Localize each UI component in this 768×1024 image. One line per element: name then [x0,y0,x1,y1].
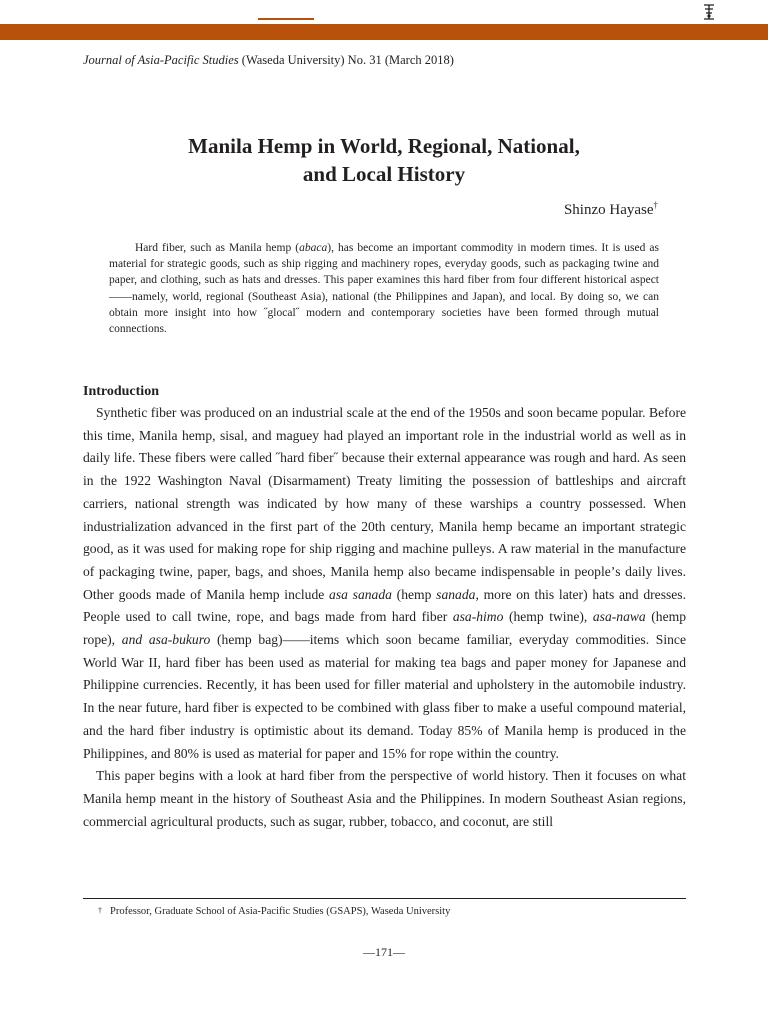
body-text: , more on this later) hats and dresses. People used to call twine, rope, and bags made from hard fiber [83,586,686,625]
header-bar [0,0,768,40]
author-footnote-mark: † [653,200,658,210]
title-line-2: and Local History [302,162,466,186]
body-italic-term: asa sanada [329,586,392,602]
body-italic-term: and asa-bukuro [121,632,211,648]
section-heading: Introduction [83,384,159,399]
body-text: (hemp [391,586,437,602]
body-paragraph-2: This paper begins with a look at hard fiber from the perspective of world history. Then it focuses on what Manila hemp meant in the history of Southeast Asia and the Philippines. In modern Southeast Asian regions, commercial agricultural products, such as sugar, rubber, tobacco, and coconut, are still [83,768,686,829]
publisher-mark-icon [700,2,718,22]
author-line [564,202,658,219]
body-italic-term: asa-nawa [592,609,646,625]
title-line-1: Manila Hemp in World, Regional, National, [188,134,580,158]
body-text: Synthetic fiber was produced on an industrial scale at the end of the 1950s and soon became popular. Before this time, Manila hemp, sisal, and maguey had played an important role in the industrial world as well as in daily life. These fibers were called ˝hard fiber˝ because their external appearance was rough and hard. As seen in the 1922 Washington Naval (Disarmament) Treaty limiting the possession of battleships and aircraft carriers, national strength was indicated by how many of these warships a country possessed. When industrialization advanced in the first part of the 20th century, Manila hemp became an important strategic good, as it was used for making rope for ship rigging and machine pulleys. A raw material in the manufacture of packaging twine, paper, bags, and shoes, Manila hemp also became indispensable in peopleʼs daily lives. Other goods made of Manila hemp include [83,405,686,602]
abstract-text-2: ), has become an important commodity in modern times. It is used as material for strategic goods, such as ship rigging and machinery ropes, everyday goods, such as packaging twine and paper, and clothing, such as hats and dresses. This paper examines this hard fiber from four different historical aspect——namely, world, regional (Southeast Asia), national (the Philippines and Japan), and local. By doing so, we can obtain more insight into how ˝glocal˝ modern and contemporary societies have been formed through mutual connections. [109,242,659,336]
abstract-italic-term: abaca [299,242,328,254]
header-orange-band [0,24,768,40]
page-number: ―171― [363,945,405,959]
paper-title [0,132,768,188]
journal-name: Journal of Asia-Pacific Studies [83,53,239,67]
header-accent-line [258,18,314,20]
body-italic-term: sanada [436,586,476,602]
body-text: (hemp rope), [83,609,686,648]
abstract-paragraph [109,240,659,337]
journal-citation [83,53,454,68]
abstract-text-1: Hard fiber, such as Manila hemp ( [135,242,300,254]
body-text: (hemp bag)——items which soon became familiar, everyday commodities. Since World War II, hard fiber has been used as material for making tea bags and paper money for Japanese and Philippine currencies. Recently, it has been used for filler material and upholstery in the automobile industry. In the near future, hard fiber is expected to be combined with glass fiber to make a useful compound material, and the hard fiber industry is optimistic about its demand. Today 85% of Manila hemp is produced in the Philippines, and 80% is used as material for paper and 15% for rope within the country. [83,632,686,761]
body-paragraph-1 [83,402,686,765]
footnote-mark: † [98,906,102,915]
footnote [98,906,450,917]
body-text: (hemp twine), [503,609,593,625]
footnote-divider [83,898,686,899]
main-body [83,382,686,833]
header-white-strip [0,0,768,24]
abstract [109,240,659,337]
journal-issue: (Waseda University) No. 31 (March 2018) [238,53,454,67]
body-italic-term: asa-himo [452,609,504,625]
author-name: Shinzo Hayase [563,202,654,218]
footnote-text: Professor, Graduate School of Asia-Pacific Studies (GSAPS), Waseda University [110,906,451,917]
